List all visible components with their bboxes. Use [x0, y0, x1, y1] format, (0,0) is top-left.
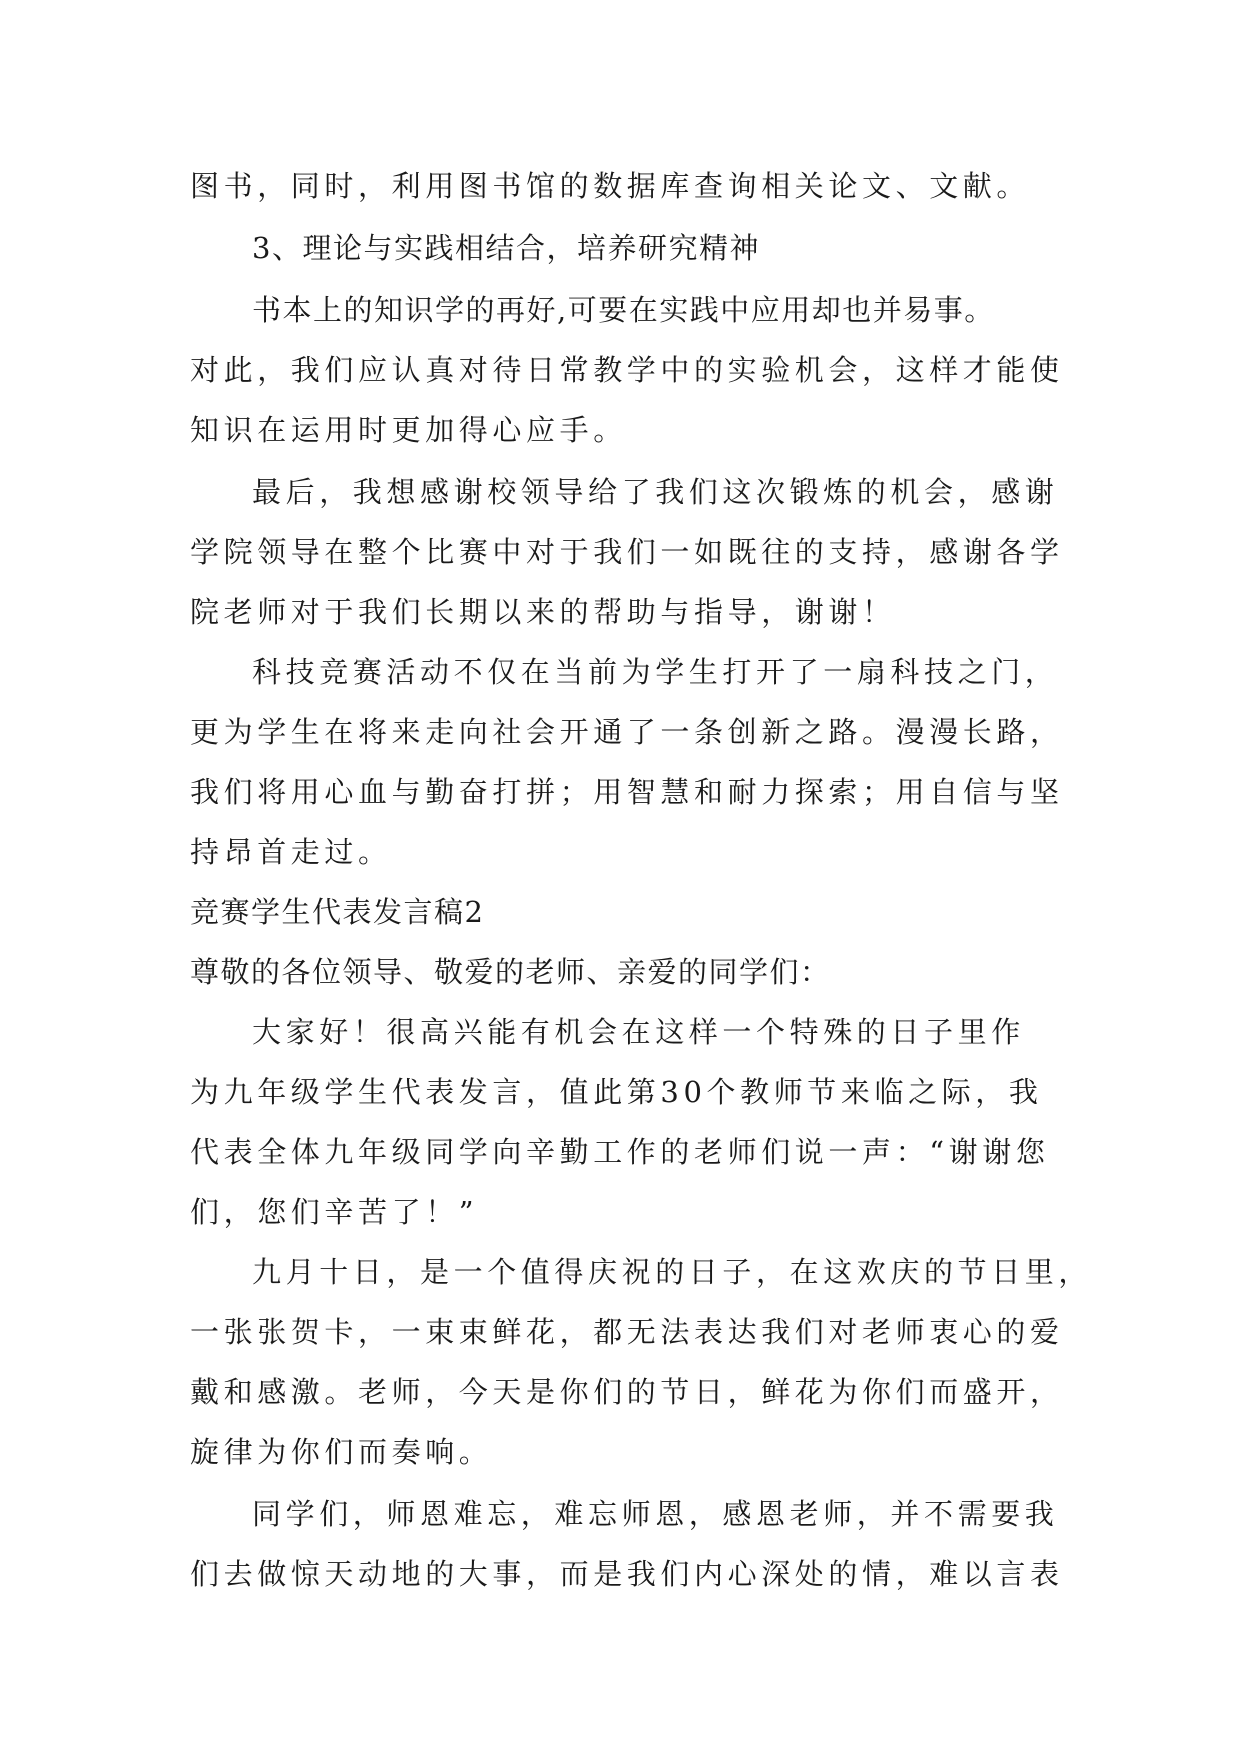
paragraph-line: 们去做惊天动地的大事，而是我们内心深处的情，难以言表 [190, 1557, 1064, 1591]
paragraph-line: 大家好！很高兴能有机会在这样一个特殊的日子里作 [252, 1015, 1025, 1049]
paragraph-line: 更为学生在将来走向社会开通了一条创新之路。漫漫长路， [190, 715, 1064, 749]
paragraph-line: 图书，同时，利用图书馆的数据库查询相关论文、文献。 [190, 169, 1031, 203]
paragraph-line: 九月十日，是一个值得庆祝的日子，在这欢庆的节日里， [252, 1255, 1093, 1289]
paragraph-line: 知识在运用时更加得心应手。 [190, 413, 627, 447]
paragraph-line: 们，您们辛苦了！” [190, 1195, 479, 1229]
section-heading: 3、理论与实践相结合，培养研究精神 [252, 231, 760, 265]
paragraph-line: 我们将用心血与勤奋打拼；用智慧和耐力探索；用自信与坚 [190, 775, 1064, 809]
section-title: 竞赛学生代表发言稿2 [190, 895, 485, 929]
paragraph-line: 代表全体九年级同学向辛勤工作的老师们说一声：“谢谢您 [190, 1135, 1050, 1169]
paragraph-line: 科技竞赛活动不仅在当前为学生打开了一扇科技之门， [252, 655, 1059, 689]
paragraph-line: 院老师对于我们长期以来的帮助与指导，谢谢！ [190, 595, 896, 629]
paragraph-line: 最后，我想感谢校领导给了我们这次锻炼的机会，感谢 [252, 475, 1059, 509]
paragraph-line: 为九年级学生代表发言，值此第30个教师节来临之际，我 [190, 1075, 1043, 1109]
paragraph-line: 旋律为你们而奏响。 [190, 1435, 493, 1469]
salutation-line: 尊敬的各位领导、敬爱的老师、亲爱的同学们： [190, 955, 831, 989]
paragraph-line: 戴和感激。老师，今天是你们的节日，鲜花为你们而盛开， [190, 1375, 1064, 1409]
paragraph-line: 学院领导在整个比赛中对于我们一如既往的支持，感谢各学 [190, 535, 1064, 569]
paragraph-line: 一张张贺卡，一束束鲜花，都无法表达我们对老师衷心的爱 [190, 1315, 1064, 1349]
paragraph-line: 书本上的知识学的再好,可要在实践中应用却也并易事。 [252, 293, 995, 327]
paragraph-line: 同学们，师恩难忘，难忘师恩，感恩老师，并不需要我 [252, 1497, 1059, 1531]
paragraph-line: 对此，我们应认真对待日常教学中的实验机会，这样才能使 [190, 353, 1064, 387]
paragraph-line: 持昂首走过。 [190, 835, 392, 869]
